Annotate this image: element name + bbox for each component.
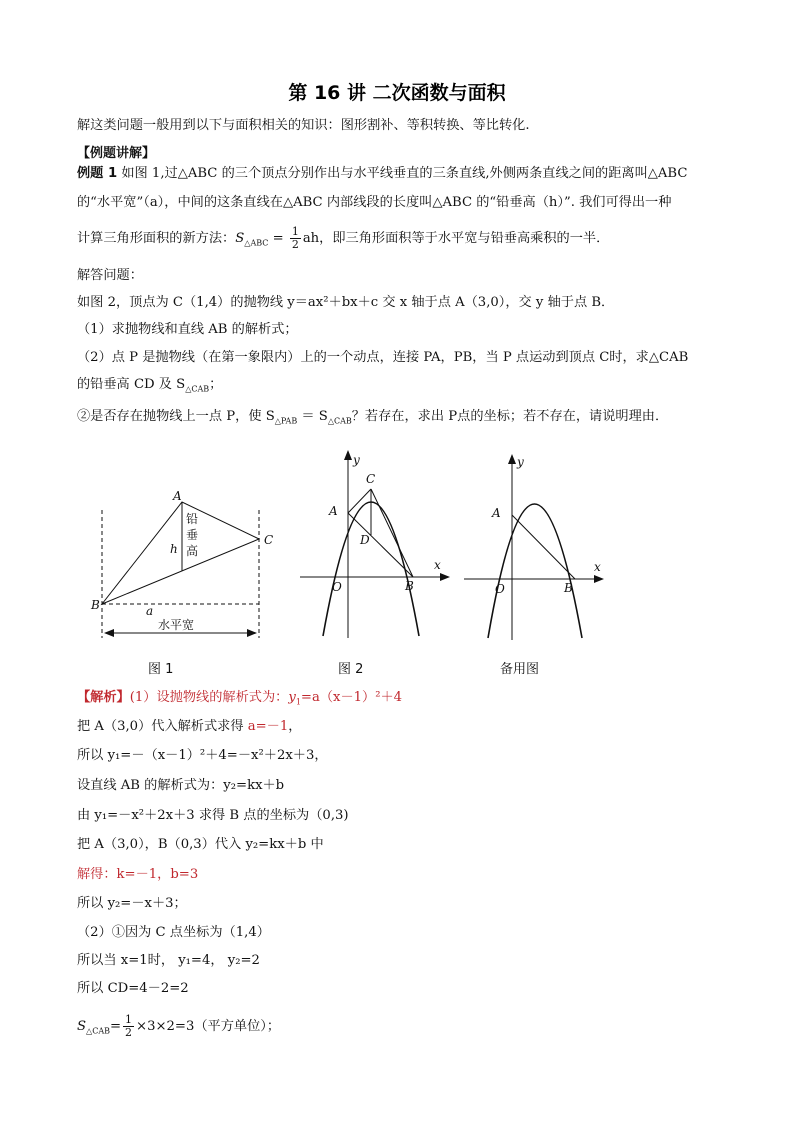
- figure-3-caption: 备用图: [500, 662, 540, 677]
- label-d: D: [360, 533, 370, 547]
- intro-text: 解这类问题一般用到以下与面积相关的知识：图形割补、等积转换、等比转化.: [77, 118, 530, 133]
- label-o: O: [332, 580, 342, 594]
- label-b: B: [564, 581, 573, 595]
- question-1: （1）求抛物线和直线 AB 的解析式；: [77, 322, 298, 337]
- x-axis-arrow-icon: [594, 575, 604, 583]
- half-fraction: $\frac{1}{2}$: [125, 1013, 133, 1039]
- parabola-curve: [488, 504, 582, 638]
- figure-3-spare: [460, 450, 610, 645]
- label-x: x: [434, 558, 441, 572]
- question-2-line-2: 的铅垂高 CD 及 $S_{\triangle CAB}$；: [77, 377, 223, 394]
- y-axis-arrow-icon: [508, 454, 516, 464]
- solution-line-6: 把 A（3,0），B（0,3）代入 y₂=kx＋b 中: [77, 837, 324, 852]
- solution-line-11: 所以 CD=4－2=2: [77, 981, 189, 996]
- method-text-end: ah，即三角形面积等于水平宽与铅垂高乘积的一半．: [302, 231, 610, 246]
- label-y: y: [517, 455, 524, 469]
- vertical-char-3: 高: [186, 544, 199, 558]
- label-a: A: [329, 504, 338, 518]
- question-2-part-2: ②是否存在抛物线上一点 P，使 $S_{\triangle PAB} = S_{\triangle CAB}$？若存在，求出 P点的坐标；若不存在，请说明理由．: [77, 409, 669, 426]
- method-text: 计算三角形面积的新方法：: [77, 231, 236, 246]
- area-subscript: △ABC: [244, 238, 269, 248]
- figure-1: [80, 480, 280, 650]
- solution-line-8: 所以 y₂=－x＋3；: [77, 896, 187, 911]
- half-fraction: $\frac{1}{2}$: [291, 225, 299, 251]
- example-text-1: 如图 1,过△ABC 的三个顶点分别作出与水平线垂直的三条直线,外侧两条直线之间的距离叫△ABC: [121, 166, 688, 181]
- label-b: B: [405, 579, 414, 593]
- solution-line-4: 设直线 AB 的解析式为：y₂=kx＋b: [77, 778, 285, 793]
- vertical-char-1: 铅: [186, 512, 199, 526]
- example-line-2: 的“水平宽”（a），中间的这条直线在△ABC 内部线段的长度叫△ABC 的“铅垂高（h）”. 我们可得出一种: [77, 195, 672, 210]
- solution-line-12: $S_{\triangle CAB}=$ $\frac{1}{2}$ ×3×2=3（平方单位）；: [77, 1013, 281, 1039]
- label-a-width: a: [146, 604, 154, 618]
- fig2-description: 如图 2，顶点为 C（1,4）的抛物线 y＝ax²＋bx＋c 交 x 轴于点 A（3,0），交 y 轴于点 B．: [77, 295, 615, 310]
- answer-label: 解答问题：: [77, 268, 143, 283]
- vertical-char-2: 垂: [186, 528, 199, 542]
- label-h: h: [170, 542, 178, 556]
- solution-line-10: 所以当 x=1时， y₁=4， y₂=2: [77, 953, 260, 968]
- section-label: 【例题讲解】: [77, 146, 156, 161]
- solution-line-2: 把 A（3,0）代入解析式求得 a=－1，: [77, 719, 302, 734]
- segment-cb: [371, 489, 413, 577]
- figure-2-caption: 图 2: [338, 662, 364, 677]
- label-a: A: [492, 506, 501, 520]
- label-o: O: [495, 582, 505, 596]
- label-a: A: [173, 489, 182, 503]
- solution-line-9: （2）①因为 C 点坐标为（1,4）: [77, 925, 270, 940]
- triangle-abc: [102, 502, 259, 604]
- label-x: x: [594, 560, 601, 574]
- label-c: C: [264, 533, 274, 547]
- width-label: 水平宽: [158, 618, 195, 632]
- label-y: y: [353, 453, 360, 467]
- label-b: B: [91, 598, 100, 612]
- x-axis-arrow-icon: [440, 573, 450, 581]
- label-c: C: [366, 472, 376, 486]
- line-ab: [512, 515, 575, 579]
- solution-line-7: 解得：k=－1，b=3: [77, 867, 199, 882]
- figure-1-caption: 图 1: [148, 662, 174, 677]
- line-ab: [348, 513, 413, 577]
- arrow-right-icon: [247, 629, 257, 637]
- y-axis-arrow-icon: [344, 450, 352, 460]
- page-title: 第 16 讲 二次函数与面积: [288, 82, 506, 104]
- solution-line-5: 由 y₁=－x²＋2x＋3 求得 B 点的坐标为（0,3): [77, 808, 349, 823]
- question-2-line-1: （2）点 P 是抛物线（在第一象限内）上的一个动点，连接 PA，PB，当 P 点运动到顶点 C时，求△CAB: [77, 350, 689, 365]
- solution-line-3: 所以 y₁=－（x－1）²＋4=－x²＋2x＋3，: [77, 748, 328, 763]
- example-line-3: [77, 226, 727, 254]
- solution-label: 【解析】: [77, 690, 130, 705]
- example-label: 例题 1: [77, 166, 118, 181]
- equals-sign: =: [268, 231, 288, 246]
- area-symbol: S: [235, 231, 245, 246]
- example-line-1: [77, 164, 727, 184]
- solution-line-1: 【解析】(1）设抛物线的解析式为：$y_1=a(x-1)^2+4$: [77, 690, 403, 707]
- arrow-left-icon: [104, 629, 114, 637]
- figure-2: [296, 448, 456, 644]
